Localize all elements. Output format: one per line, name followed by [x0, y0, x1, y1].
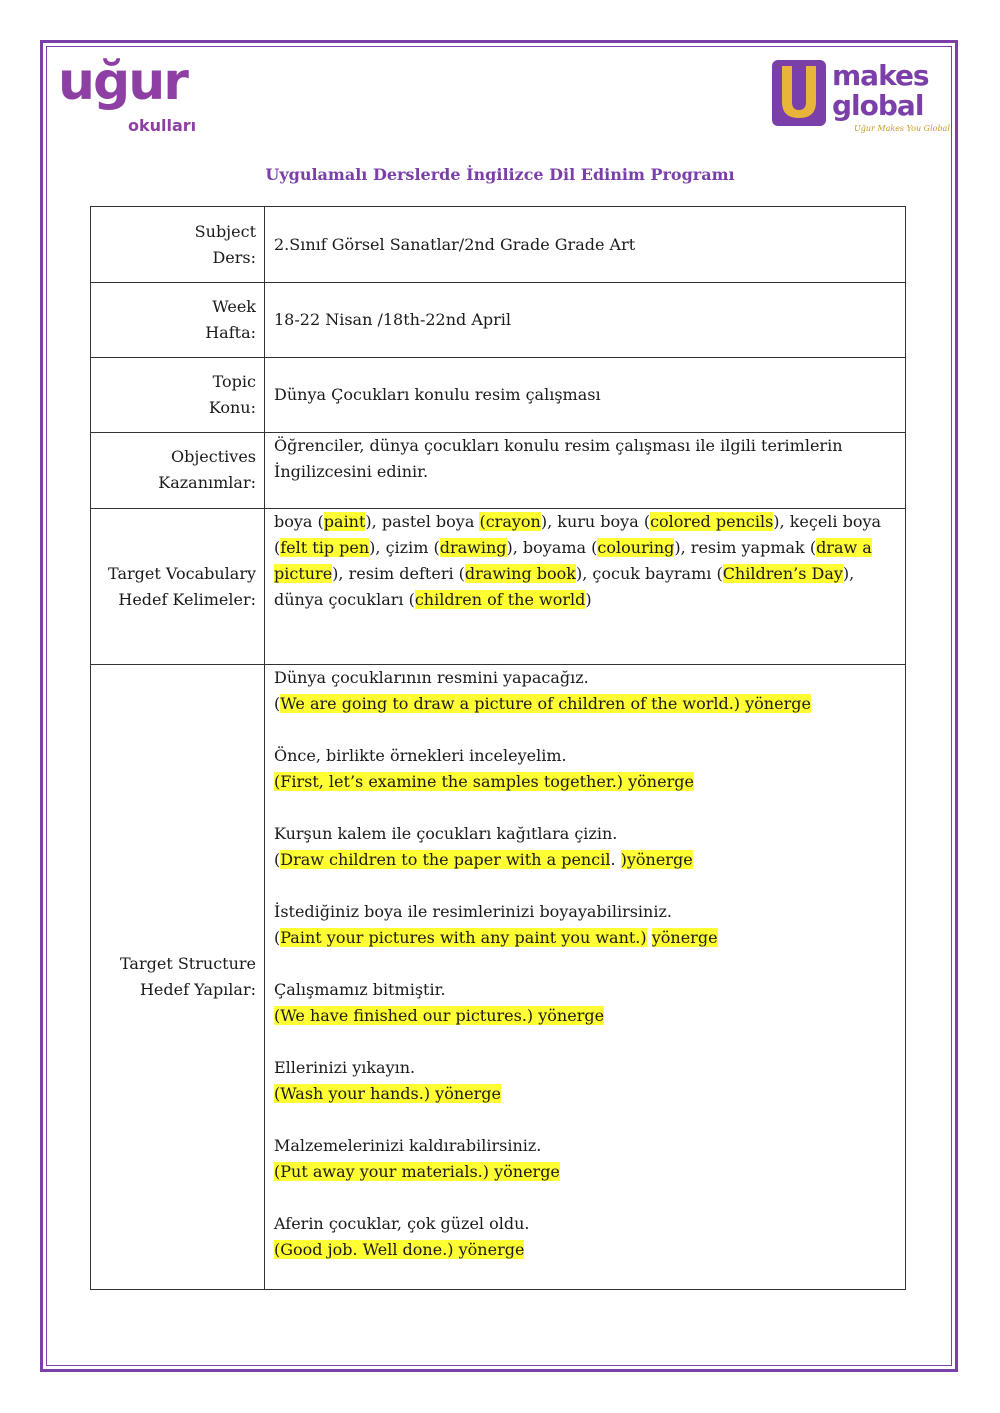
structure-tr: Önce, birlikte örnekleri inceleyelim. — [274, 746, 567, 765]
vocab-term: (crayon — [479, 512, 541, 531]
value-week: 18-22 Nisan /18th-22nd April — [265, 283, 906, 358]
vocab-term: colored pencils — [650, 512, 774, 531]
value-topic: Dünya Çocukları konulu resim çalışması — [265, 358, 906, 433]
value-vocabulary: boya (paint), pastel boya (crayon), kuru boya (colored pencils), keçeli boya (felt tip pen), çizim (drawing), boyama (colouring), resim yapmak (draw a picture), resim defteri (drawing book), çocuk bayramı (Children’s Day), dünya çocukları (children of the world) — [265, 509, 906, 665]
label-structure: Target Structure Hedef Yapılar: — [91, 665, 265, 1290]
logo-word-global: global — [832, 89, 924, 122]
u-makes-global-logo — [770, 58, 950, 140]
label-vocabulary: Target Vocabulary Hedef Kelimeler: — [91, 509, 265, 665]
structure-en: (Paint your pictures with any paint you want.) yönerge — [274, 928, 718, 947]
vocab-term: drawing — [439, 538, 507, 557]
value-subject: 2.Sınıf Görsel Sanatlar/2nd Grade Grade Art — [265, 207, 906, 283]
vocab-term: children of the world — [414, 590, 586, 609]
label-objectives: Objectives Kazanımlar: — [91, 433, 265, 509]
structure-tr: Ellerinizi yıkayın. — [274, 1058, 416, 1077]
lesson-plan-table — [90, 206, 906, 1290]
structure-tr: Malzemelerinizi kaldırabilirsiniz. — [274, 1136, 542, 1155]
label-subject: Subject Ders: — [91, 207, 265, 283]
vocab-term: colouring — [597, 538, 675, 557]
logo-main-text: uğur — [58, 52, 187, 112]
u-letter-icon — [770, 58, 828, 128]
structure-en: (Wash your hands.) yönerge — [274, 1084, 501, 1103]
row-structure — [91, 665, 906, 1290]
structure-en: (We have finished our pictures.) yönerge — [274, 1006, 605, 1025]
vocab-term: paint — [323, 512, 366, 531]
row-vocabulary — [91, 509, 906, 665]
vocab-term: Children’s Day — [722, 564, 843, 583]
structure-tr: Aferin çocuklar, çok güzel oldu. — [274, 1214, 530, 1233]
label-week: Week Hafta: — [91, 283, 265, 358]
document-title: Uygulamalı Derslerde İngilizce Dil Edinim Programı — [265, 165, 735, 184]
logo-sub-text: okulları — [128, 116, 197, 135]
structure-tr: Çalışmamız bitmiştir. — [274, 980, 446, 999]
row-topic — [91, 358, 906, 433]
structure-en: (Put away your materials.) yönerge — [274, 1162, 560, 1181]
structure-tr: Kurşun kalem ile çocukları kağıtlara çizin. — [274, 824, 618, 843]
structure-en: (Draw children to the paper with a pencil. )yönerge — [274, 850, 693, 869]
value-structure — [265, 665, 906, 1290]
value-objectives: Öğrenciler, dünya çocukları konulu resim çalışması ile ilgili terimlerin İngilizcesini edinir. — [265, 433, 906, 509]
structure-tr: İstediğiniz boya ile resimlerinizi boyayabilirsiniz. — [274, 902, 672, 921]
structure-en: (Good job. Well done.) yönerge — [274, 1240, 525, 1259]
vocab-term: felt tip pen — [280, 538, 370, 557]
structure-en: (First, let’s examine the samples together.) yönerge — [274, 772, 694, 791]
label-topic: Topic Konu: — [91, 358, 265, 433]
logo-tagline: Uğur Makes You Global — [854, 124, 950, 133]
structure-en: (We are going to draw a picture of children of the world.) yönerge — [274, 694, 811, 713]
logo-word-makes: makes — [832, 59, 929, 92]
vocab-term: draw a picture — [274, 538, 872, 583]
row-subject — [91, 207, 906, 283]
vocab-term: drawing book — [464, 564, 576, 583]
row-objectives — [91, 433, 906, 509]
row-week — [91, 283, 906, 358]
structure-tr: Dünya çocuklarının resmini yapacağız. — [274, 668, 589, 687]
ugur-okullari-logo — [58, 52, 218, 142]
